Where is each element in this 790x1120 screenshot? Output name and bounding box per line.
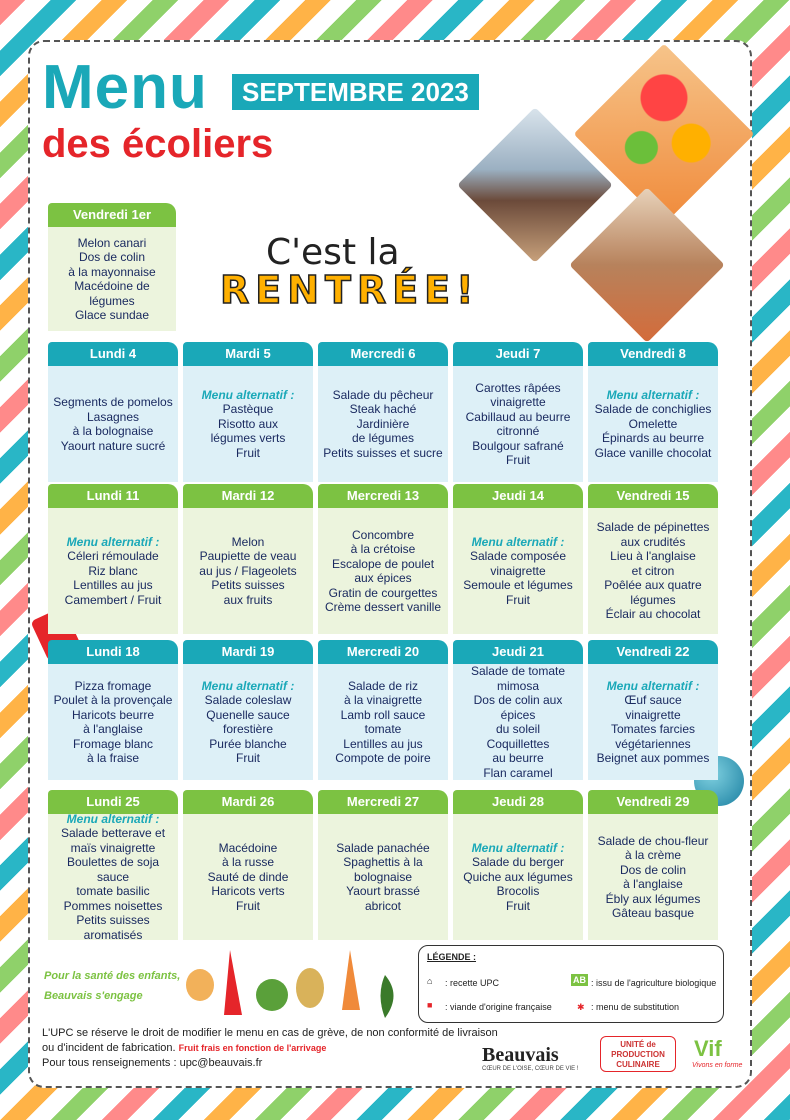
menu-item: Poêlée aux quatre [604,578,702,593]
menu-item: Melon canari [77,235,147,250]
menu-item: Lentilles au jus [73,578,153,593]
alternative-menu-label: Menu alternatif : [66,811,160,826]
menu-item: Salade panachée [336,840,430,855]
vegetable-characters-illustration [180,940,410,1020]
alternative-menu-label: Menu alternatif : [201,678,295,693]
menu-item: Haricots beurre [71,707,155,722]
menu-item: au jus / Flageolets [199,563,297,578]
day-menu [588,366,718,482]
menu-item: Quiche aux légumes [463,869,573,884]
legend-upc: : recette UPC [445,978,500,988]
legend-viande: : viande d'origine française [445,1002,552,1012]
day-header: Lundi 25 [48,790,178,814]
day-header: Jeudi 28 [453,790,583,814]
menu-item: aux épices [354,571,412,585]
menu-item: maïs vinaigrette [70,840,156,855]
rentree-line2: RENTRÉE! [220,268,480,312]
menu-item: Paupiette de veau [199,549,297,564]
alternative-menu-label: Menu alternatif : [606,387,700,402]
menu-item: Lamb roll sauce tomate [340,707,426,736]
upc-logo: UNITÉ de PRODUCTION CULINAIRE [600,1036,676,1072]
substitution-icon: ✱ [577,1002,585,1012]
day-menu [48,508,178,634]
month-badge: SEPTEMBRE 2023 [232,74,479,110]
menu-item: abricot [364,898,402,913]
alternative-menu-label: Menu alternatif : [471,534,565,549]
menu-item: du soleil [495,722,541,736]
day-header: Mardi 12 [183,484,313,508]
menu-item: Flan caramel [483,765,553,780]
menu-item: Glace sundae [74,308,150,322]
menu-item: Riz blanc [88,563,138,578]
day-card [588,342,718,482]
menu-item: Céleri rémoulade [67,549,159,564]
menu-item: Quenelle sauce [206,707,290,722]
menu-item: à la mayonnaise [68,264,156,279]
menu-item: Spaghettis à la [343,855,423,870]
menu-item: Risotto aux [217,416,279,431]
menu-item: Yaourt brassé [346,884,420,899]
menu-item: Carottes râpées [475,380,561,395]
day-menu [318,366,448,482]
menu-item: Tomates farcies [610,722,696,736]
day-header: Lundi 11 [48,484,178,508]
menu-item: Melon [231,534,265,549]
menu-item: Lieu à l'anglaise [610,549,696,564]
menu-item: Dos de colin [78,250,146,264]
menu-item: Pizza fromage [74,678,152,693]
menu-item: Salade de tomate [470,664,566,678]
day-card [453,484,583,634]
menu-item: Crème dessert vanille [324,600,442,614]
day-menu [183,814,313,940]
menu-item: à la bolognaise [72,424,154,438]
menu-item: Boulgour safrané [472,438,564,453]
menu-item: Macédoine [218,840,278,855]
menu-item: Épinards au beurre [601,431,705,446]
day-card [48,203,176,331]
menu-item: Compote de poire [335,751,431,765]
day-menu [588,814,718,940]
page-title: Menu [42,53,208,122]
day-header: Jeudi 21 [453,640,583,664]
menu-item: à la vinaigrette [343,693,423,707]
menu-item: Éclair au chocolat [605,607,701,622]
menu-item: Œuf sauce [624,693,682,707]
menu-item: Cabillaud au beurre [465,409,571,424]
menu-item: à la fraise [86,751,140,765]
day-card [588,484,718,634]
menu-item: de légumes [351,431,415,446]
day-menu [48,227,176,331]
day-header: Vendredi 15 [588,484,718,508]
menu-item: et citron [631,563,675,578]
legend-title: LÉGENDE : [427,952,477,962]
day-card [48,342,178,482]
menu-item: forestière [222,722,274,736]
menu-item: Pastèque [222,402,274,417]
day-header: Mardi 19 [183,640,313,664]
day-header: Vendredi 29 [588,790,718,814]
day-header: Vendredi 1er [48,203,176,227]
menu-item: Beignet aux pommes [596,751,710,765]
day-card [453,640,583,780]
day-card [588,790,718,940]
menu-item: légumes verts [210,431,286,446]
day-menu [183,508,313,634]
menu-item: Coquillettes [486,736,550,751]
menu-item: Fruit [236,751,260,765]
menu-item: tomate basilic [76,884,150,899]
day-card [318,484,448,634]
menu-item: Lentilles au jus [343,736,423,751]
footer-line2: ou d'incident de fabrication. [42,1042,176,1054]
menu-item: Salade composée [469,549,567,564]
day-card [318,342,448,482]
slogan [44,966,180,1006]
menu-item: Yaourt nature sucré [60,438,166,453]
menu-item: Lasagnes [86,409,140,424]
menu-item: Camembert / Fruit [64,592,162,607]
menu-item: Segments de pomelos [53,395,173,409]
day-header: Mardi 5 [183,342,313,366]
menu-item: Jardinière [356,416,410,431]
day-menu [48,664,178,780]
menu-item: Salade betterave et [60,826,166,841]
menu-item: Purée blanche [209,736,287,751]
alternative-menu-label: Menu alternatif : [201,387,295,402]
menu-item: Glace vanille chocolat [594,445,712,460]
day-menu [48,366,178,482]
day-card [48,790,178,940]
menu-item: Salade de chou-fleur [597,833,709,848]
menu-item: Sauté de dinde [207,869,289,884]
day-menu [183,366,313,482]
menu-item: Brocolis [496,884,540,899]
menu-item: bolognaise [353,869,413,884]
legend-subst: : menu de substitution [591,1002,680,1012]
day-menu [453,508,583,634]
menu-item: Omelette [628,416,678,431]
rentree-line1: C'est la [266,232,400,273]
menu-item: Salade de riz [347,678,419,693]
menu-item: Dos de colin aux épices [473,693,563,722]
alternative-menu-label: Menu alternatif : [606,678,700,693]
day-header: Mardi 26 [183,790,313,814]
menu-item: vinaigrette [490,395,546,409]
menu-item: légumes [630,592,676,607]
day-menu [318,814,448,940]
menu-item: Petits suisses [211,578,285,593]
menu-item: mimosa [496,678,539,693]
day-header: Lundi 4 [48,342,178,366]
french-meat-icon: ■ [427,1000,433,1010]
day-header: Mercredi 13 [318,484,448,508]
menu-item: Dos de colin [619,862,687,877]
day-menu [588,664,718,780]
menu-item: vinaigrette [625,707,681,722]
day-card [48,484,178,634]
menu-item: aux crudités [620,534,686,549]
footer-line1: L'UPC se réserve le droit de modifier le menu en cas de grève, de non conformité de livraison [42,1027,498,1039]
menu-item: Fruit [506,898,530,913]
day-header: Mercredi 6 [318,342,448,366]
beauvais-tagline: CŒUR DE L'OISE, CŒUR DE VIE ! [482,1066,579,1072]
day-menu [183,664,313,780]
menu-item: Ébly aux légumes [605,891,701,906]
menu-item: Fruit [236,898,260,913]
day-card [318,640,448,780]
menu-item: Gâteau basque [611,906,695,920]
day-header: Mercredi 20 [318,640,448,664]
day-card [183,342,313,482]
day-card [318,790,448,940]
day-menu [453,366,583,482]
menu-item: à la crème [624,848,682,862]
vif-tagline: Vivons en forme [692,1062,743,1069]
day-card [183,640,313,780]
slogan-line: Beauvais s'engage [44,990,143,1002]
menu-item: aux fruits [223,592,273,607]
chef-hat-icon: ⌂ [427,976,433,986]
footer-contact: Pour tous renseignements : upc@beauvais.fr [42,1057,263,1069]
menu-item: Petits suisses aromatisés [76,913,150,942]
day-menu [588,508,718,634]
menu-item: citronné [496,424,540,438]
slogan-line: Pour la santé des enfants, [44,970,181,982]
menu-item: à l'anglaise [83,722,143,736]
day-card [48,640,178,780]
day-menu [453,814,583,940]
day-header: Vendredi 8 [588,342,718,366]
day-card [453,790,583,940]
menu-item: Petits suisses et sucre [323,445,443,460]
menu-item: Steak haché [349,402,417,417]
beauvais-logo: Beauvais [482,1044,559,1066]
menu-item: Semoule et légumes [463,578,573,593]
day-card [183,484,313,634]
legend-bio: : issu de l'agriculture biologique [591,978,717,988]
rentree-banner [206,210,480,320]
day-card [588,640,718,780]
menu-item: Salade du berger [471,855,565,870]
legend [418,945,724,1023]
day-menu [318,664,448,780]
day-menu [48,811,178,942]
menu-item: Pommes noisettes [63,898,163,913]
day-card [183,790,313,940]
menu-item: Concombre [351,527,415,542]
menu-item: Salade coleslaw [204,693,292,707]
menu-item: à la russe [221,855,275,870]
menu-item: Fromage blanc [72,736,154,751]
menu-item: Escalope de poulet [331,556,435,571]
day-menu [318,508,448,634]
menu-item: Salade du pêcheur [332,387,434,402]
day-header: Jeudi 14 [453,484,583,508]
menu-item: Salade de conchiglies [594,402,712,417]
alternative-menu-label: Menu alternatif : [66,534,160,549]
menu-item: à l'anglaise [623,877,683,891]
menu-item: Fruit [506,592,530,607]
vif-logo: Vif [694,1036,722,1061]
day-header: Jeudi 7 [453,342,583,366]
day-header: Mercredi 27 [318,790,448,814]
day-header: Vendredi 22 [588,640,718,664]
menu-item: Boulettes de soja sauce [66,855,160,884]
footer-fruit-note: Fruit frais en fonction de l'arrivage [178,1043,327,1053]
menu-item: Fruit [506,453,530,467]
menu-item: Poulet à la provençale [53,693,173,707]
page-subtitle: des écoliers [42,122,274,166]
footer [42,1026,498,1071]
alternative-menu-label: Menu alternatif : [471,840,565,855]
menu-item: vinaigrette [490,563,546,578]
menu-item: Macédoine de légumes [74,279,150,308]
day-menu [453,664,583,780]
menu-item: à la crétoise [350,542,416,556]
day-card [453,342,583,482]
menu-item: Salade de pépinettes [596,520,710,535]
bio-icon: AB [573,975,586,985]
menu-item: au beurre [492,751,544,765]
day-header: Lundi 18 [48,640,178,664]
menu-item: Fruit [236,445,260,460]
menu-item: végétariennes [615,736,691,751]
menu-item: Gratin de courgettes [328,585,438,600]
menu-item: Haricots verts [211,884,285,899]
